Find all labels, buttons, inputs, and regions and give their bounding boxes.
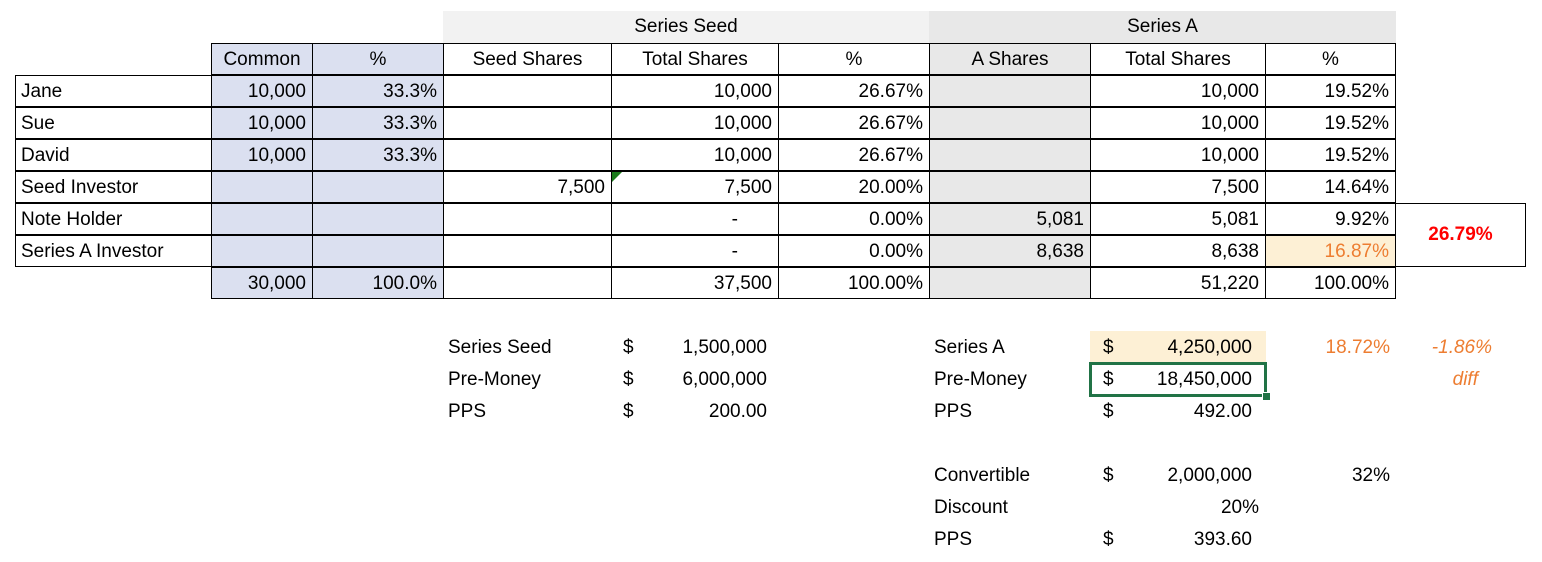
currency-symbol: $ bbox=[1103, 337, 1114, 358]
series-a-header[interactable]: Series A bbox=[929, 11, 1396, 43]
seed-summary-label[interactable]: Pre-Money bbox=[448, 369, 541, 390]
cell-common[interactable]: 10,000 bbox=[211, 75, 313, 107]
cell-seed-shares[interactable] bbox=[443, 235, 612, 267]
cell-a-total[interactable]: 7,500 bbox=[1090, 171, 1266, 203]
total-a-shares[interactable] bbox=[929, 267, 1091, 299]
convertible-value[interactable]: 2,000,000 bbox=[1167, 465, 1252, 486]
row-name-david[interactable]: David bbox=[15, 139, 212, 171]
col-header-pct[interactable]: % bbox=[312, 43, 444, 75]
row-name-series-a-investor[interactable]: Series A Investor bbox=[15, 235, 212, 267]
cell-a-pct[interactable]: 14.64% bbox=[1265, 171, 1396, 203]
col-header-seed-pct[interactable]: % bbox=[778, 43, 930, 75]
currency-symbol: $ bbox=[1103, 529, 1114, 550]
cell-seed-total[interactable]: 10,000 bbox=[611, 139, 779, 171]
total-seed-shares[interactable] bbox=[443, 267, 612, 299]
cell-a-total[interactable]: 10,000 bbox=[1090, 107, 1266, 139]
total-pct[interactable]: 100.0% bbox=[312, 267, 444, 299]
row-name-seed-investor[interactable]: Seed Investor bbox=[15, 171, 212, 203]
col-header-seed-shares[interactable]: Seed Shares bbox=[443, 43, 612, 75]
fill-handle[interactable] bbox=[1262, 392, 1271, 401]
diff-label[interactable]: diff bbox=[1452, 369, 1478, 390]
cell-common[interactable] bbox=[211, 203, 313, 235]
a-summary-value-selected[interactable]: 18,450,000 bbox=[1156, 369, 1252, 390]
row-name-sue[interactable]: Sue bbox=[15, 107, 212, 139]
cell-pct[interactable] bbox=[312, 203, 444, 235]
cell-a-shares[interactable] bbox=[929, 139, 1091, 171]
convertible-pps-label[interactable]: PPS bbox=[934, 529, 973, 550]
total-seed-pct[interactable]: 100.00% bbox=[778, 267, 930, 299]
cell-a-pct-highlighted[interactable]: 16.87% bbox=[1265, 235, 1396, 267]
cell-a-shares[interactable]: 8,638 bbox=[929, 235, 1091, 267]
cell-a-shares[interactable] bbox=[929, 75, 1091, 107]
cell-a-shares[interactable] bbox=[929, 171, 1091, 203]
cell-common[interactable] bbox=[211, 235, 313, 267]
currency-symbol: $ bbox=[1103, 401, 1114, 422]
cell-a-total[interactable]: 10,000 bbox=[1090, 75, 1266, 107]
discount-value[interactable]: 20% bbox=[1220, 497, 1259, 518]
cell-seed-pct[interactable]: 0.00% bbox=[778, 203, 930, 235]
comment-indicator-icon bbox=[612, 172, 622, 182]
total-common[interactable]: 30,000 bbox=[211, 267, 313, 299]
cell-seed-pct[interactable]: 20.00% bbox=[778, 171, 930, 203]
cell-a-pct[interactable]: 19.52% bbox=[1265, 139, 1396, 171]
seed-summary-value[interactable]: 6,000,000 bbox=[682, 369, 767, 390]
currency-symbol: $ bbox=[1103, 465, 1114, 486]
a-summary-value[interactable]: 4,250,000 bbox=[1167, 337, 1252, 358]
cell-seed-shares[interactable] bbox=[443, 203, 612, 235]
cell-pct[interactable] bbox=[312, 235, 444, 267]
cell-seed-pct[interactable]: 26.67% bbox=[778, 107, 930, 139]
convertible-label[interactable]: Convertible bbox=[934, 465, 1031, 486]
cell-seed-shares[interactable] bbox=[443, 107, 612, 139]
cell-seed-total[interactable]: - bbox=[611, 235, 779, 267]
cell-seed-pct[interactable]: 26.67% bbox=[778, 75, 930, 107]
seed-summary-value[interactable]: 200.00 bbox=[708, 401, 767, 422]
cell-pct[interactable]: 33.3% bbox=[312, 107, 444, 139]
diff-value[interactable]: -1.86% bbox=[1431, 337, 1492, 358]
cell-a-shares[interactable] bbox=[929, 107, 1091, 139]
cell-seed-total[interactable]: 10,000 bbox=[611, 75, 779, 107]
total-a-pct[interactable]: 100.00% bbox=[1265, 267, 1396, 299]
col-header-a-shares[interactable]: A Shares bbox=[929, 43, 1091, 75]
cell-seed-shares[interactable] bbox=[443, 139, 612, 171]
a-summary-label[interactable]: Pre-Money bbox=[934, 369, 1027, 390]
series-seed-header[interactable]: Series Seed bbox=[443, 11, 929, 43]
cell-seed-shares[interactable]: 7,500 bbox=[443, 171, 612, 203]
cell-pct[interactable]: 33.3% bbox=[312, 139, 444, 171]
cell-common[interactable]: 10,000 bbox=[211, 107, 313, 139]
total-seed-total[interactable]: 37,500 bbox=[611, 267, 779, 299]
side-total-value: 26.79% bbox=[1428, 224, 1493, 245]
cell-seed-pct[interactable]: 0.00% bbox=[778, 235, 930, 267]
cell-common[interactable] bbox=[211, 171, 313, 203]
cell-a-pct[interactable]: 19.52% bbox=[1265, 107, 1396, 139]
cell-a-total[interactable]: 5,081 bbox=[1090, 203, 1266, 235]
seed-summary-value[interactable]: 1,500,000 bbox=[682, 337, 767, 358]
cell-seed-shares[interactable] bbox=[443, 75, 612, 107]
col-header-seed-total[interactable]: Total Shares bbox=[611, 43, 779, 75]
discount-label[interactable]: Discount bbox=[934, 497, 1008, 518]
a-summary-note[interactable]: 18.72% bbox=[1325, 337, 1390, 358]
cell-seed-total[interactable]: - bbox=[611, 203, 779, 235]
cell-seed-total[interactable]: 10,000 bbox=[611, 107, 779, 139]
a-summary-label[interactable]: Series A bbox=[934, 337, 1005, 358]
cell-seed-pct[interactable]: 26.67% bbox=[778, 139, 930, 171]
cell-pct[interactable] bbox=[312, 171, 444, 203]
cell-a-pct[interactable]: 19.52% bbox=[1265, 75, 1396, 107]
row-name-jane[interactable]: Jane bbox=[15, 75, 212, 107]
col-header-a-pct[interactable]: % bbox=[1265, 43, 1396, 75]
col-header-common[interactable]: Common bbox=[211, 43, 313, 75]
seed-summary-label[interactable]: PPS bbox=[448, 401, 487, 422]
cell-pct[interactable]: 33.3% bbox=[312, 75, 444, 107]
cell-common[interactable]: 10,000 bbox=[211, 139, 313, 171]
convertible-pps-value[interactable]: 393.60 bbox=[1193, 529, 1252, 550]
a-summary-value[interactable]: 492.00 bbox=[1193, 401, 1252, 422]
total-a-total[interactable]: 51,220 bbox=[1090, 267, 1266, 299]
currency-symbol: $ bbox=[623, 369, 634, 390]
cell-a-total[interactable]: 10,000 bbox=[1090, 139, 1266, 171]
currency-symbol: $ bbox=[1103, 369, 1114, 390]
currency-symbol: $ bbox=[623, 401, 634, 422]
cell-a-pct[interactable]: 9.92% bbox=[1265, 203, 1396, 235]
a-summary-label[interactable]: PPS bbox=[934, 401, 973, 422]
currency-symbol: $ bbox=[623, 337, 634, 358]
cell-a-total[interactable]: 8,638 bbox=[1090, 235, 1266, 267]
cell-seed-total[interactable]: 7,500 bbox=[611, 171, 779, 203]
cell-a-shares[interactable]: 5,081 bbox=[929, 203, 1091, 235]
convertible-note[interactable]: 32% bbox=[1351, 465, 1390, 486]
col-header-a-total[interactable]: Total Shares bbox=[1090, 43, 1266, 75]
row-name-note-holder[interactable]: Note Holder bbox=[15, 203, 212, 235]
seed-summary-label[interactable]: Series Seed bbox=[448, 337, 552, 358]
